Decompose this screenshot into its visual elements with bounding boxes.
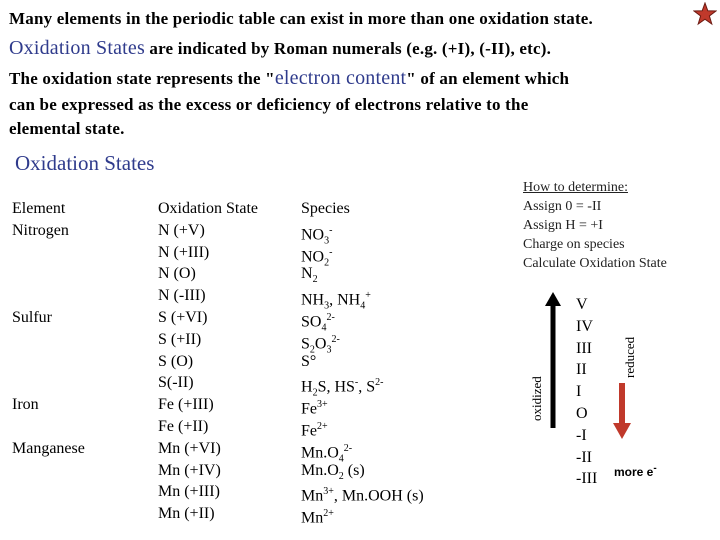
element-spacer [12,351,85,373]
how-to-determine [523,178,667,273]
intro-highlight-oxidation-states: Oxidation States [9,37,145,59]
species-part: 2 [324,257,330,269]
species-part: + [365,290,371,302]
scale-value: I [576,383,582,401]
intro-line-3-a: The oxidation state represents the " [9,69,275,88]
species-part: NO [301,226,325,244]
species-part: Mn.O [301,444,339,462]
oxidation-state-cell: Mn (+IV) [158,461,221,479]
scale-value: V [576,296,588,313]
intro-line-1: Many elements in the periodic table can exist in more than one oxidation state. [9,9,594,28]
scale-value: II [576,361,587,379]
species-part: , NH [329,291,361,309]
species-part: H [301,378,313,396]
species-part: S° [301,352,317,370]
species-cell [301,372,424,399]
species-cell [301,416,424,438]
species-cell [301,351,424,373]
oxidation-state-cell: N (-III) [158,287,206,305]
species-cell [301,438,424,465]
oxidation-scale [576,294,597,490]
oxidation-state-cell: Fe (+II) [158,417,209,435]
species-part: 2+ [323,508,334,520]
oxidation-state-cell: S (+VI) [158,308,208,326]
intro-line-3-b: " of an element which [406,69,570,88]
species-part: 3+ [317,399,328,411]
species-part: 3+ [323,486,334,498]
element-label: Sulfur [12,308,52,326]
element-spacer [12,263,85,285]
species-part: Mn [301,487,324,505]
more-electrons-label [614,463,657,479]
oxidation-state-cell: S (+II) [158,330,202,348]
oxidation-state-cell: Mn (+VI) [158,439,221,457]
section-title: Oxidation States [15,151,155,175]
species-cell [301,481,424,503]
species-header: Species [301,200,350,217]
species-part: 4 [360,300,366,312]
intro-line-2 [9,37,551,60]
element-label: Nitrogen [12,221,69,239]
species-column [301,198,424,525]
reduced-arrow-icon [611,383,633,441]
element-spacer [12,503,85,525]
species-part: - [329,246,333,258]
species-part: 3 [326,344,332,356]
scale-value: IV [576,317,593,335]
species-cell [301,242,424,269]
species-part: - [354,377,359,389]
oxidation-state-cell: N (O) [158,265,196,283]
species-part: SO [301,313,322,331]
intro-line-3 [9,67,569,90]
species-part: 2 [309,344,315,356]
element-spacer [12,460,85,482]
species-part: 2 [338,470,344,482]
species-part: S, HS [317,378,355,396]
species-part: O [314,335,327,353]
species-part: 4 [338,453,344,465]
species-part: NO [301,247,325,265]
species-part: , S [358,378,376,396]
element-spacer [12,242,85,264]
element-header: Element [12,200,66,217]
species-part: - [329,224,333,236]
species-part: 3 [324,300,330,312]
element-label: Iron [12,396,39,414]
element-spacer [12,372,85,394]
species-cell [301,460,424,482]
intro-line-4: can be expressed as the excess or deficiency of electrons relative to the [9,95,529,114]
oxidation-state-cell: Fe (+III) [158,396,214,414]
species-part: , Mn.OOH (s) [333,487,424,505]
species-part: 2 [312,274,318,286]
intro-line-2-rest: are indicated by Roman numerals (e.g. (+I), (-II), etc). [144,39,552,58]
scale-value: -III [576,470,598,488]
element-spacer [12,481,85,503]
oxidation-state-cell: Mn (+III) [158,483,220,501]
species-cell [301,394,424,416]
species-part: 2- [375,377,384,389]
how-to-title: How to determine: [523,180,628,195]
oxidized-arrow-icon [543,290,563,430]
more-electrons-sup: - [653,463,657,474]
star-icon [693,2,717,26]
intro-line-5: elemental state. [9,119,125,138]
species-part: 2+ [317,420,328,432]
how-to-step: Calculate Oxidation State [523,256,667,271]
scale-value: III [576,339,592,357]
scale-value: -II [576,448,592,466]
scale-value: O [576,404,588,422]
species-part: 4 [321,322,327,334]
oxidation-state-cell: S(-II) [158,374,194,392]
intro-highlight-electron-content: electron content [274,67,407,89]
species-part: (s) [343,461,365,479]
oxidation-state-cell: Mn (+II) [158,505,215,523]
oxidized-label: oxidized [529,376,544,421]
oxidation-state-cell: N (+V) [158,221,205,239]
species-part: N [301,265,313,283]
oxidation-state-column [158,198,258,525]
oxidation-state-header: Oxidation State [158,200,258,217]
species-part: 2 [312,387,318,399]
species-cell [301,503,424,525]
element-spacer [12,329,85,351]
species-part: 2- [331,333,340,345]
how-to-step: Charge on species [523,237,625,252]
species-part: Mn.O [301,461,339,479]
oxidation-state-cell: N (+III) [158,243,210,261]
species-part: Mn [301,509,324,527]
species-part: Fe [301,400,317,418]
how-to-step: Assign H = +I [523,218,603,233]
scale-value: -I [576,426,587,444]
how-to-step: Assign 0 = -II [523,199,602,214]
reduced-label: reduced [622,336,637,378]
species-part: 2- [343,442,353,454]
species-part: 2- [326,311,335,323]
species-part: S [301,335,310,353]
species-cell [301,285,424,312]
element-column [12,198,85,525]
species-cell [301,263,424,285]
species-part: NH [301,291,325,309]
species-cell [301,329,424,356]
species-part: 3 [324,235,330,247]
species-cell [301,220,424,247]
oxidation-state-cell: S (O) [158,352,194,370]
more-electrons-text: more e [614,465,654,479]
element-spacer [12,416,85,438]
species-part: Fe [301,422,317,440]
element-spacer [12,285,85,307]
element-label: Manganese [12,439,85,457]
